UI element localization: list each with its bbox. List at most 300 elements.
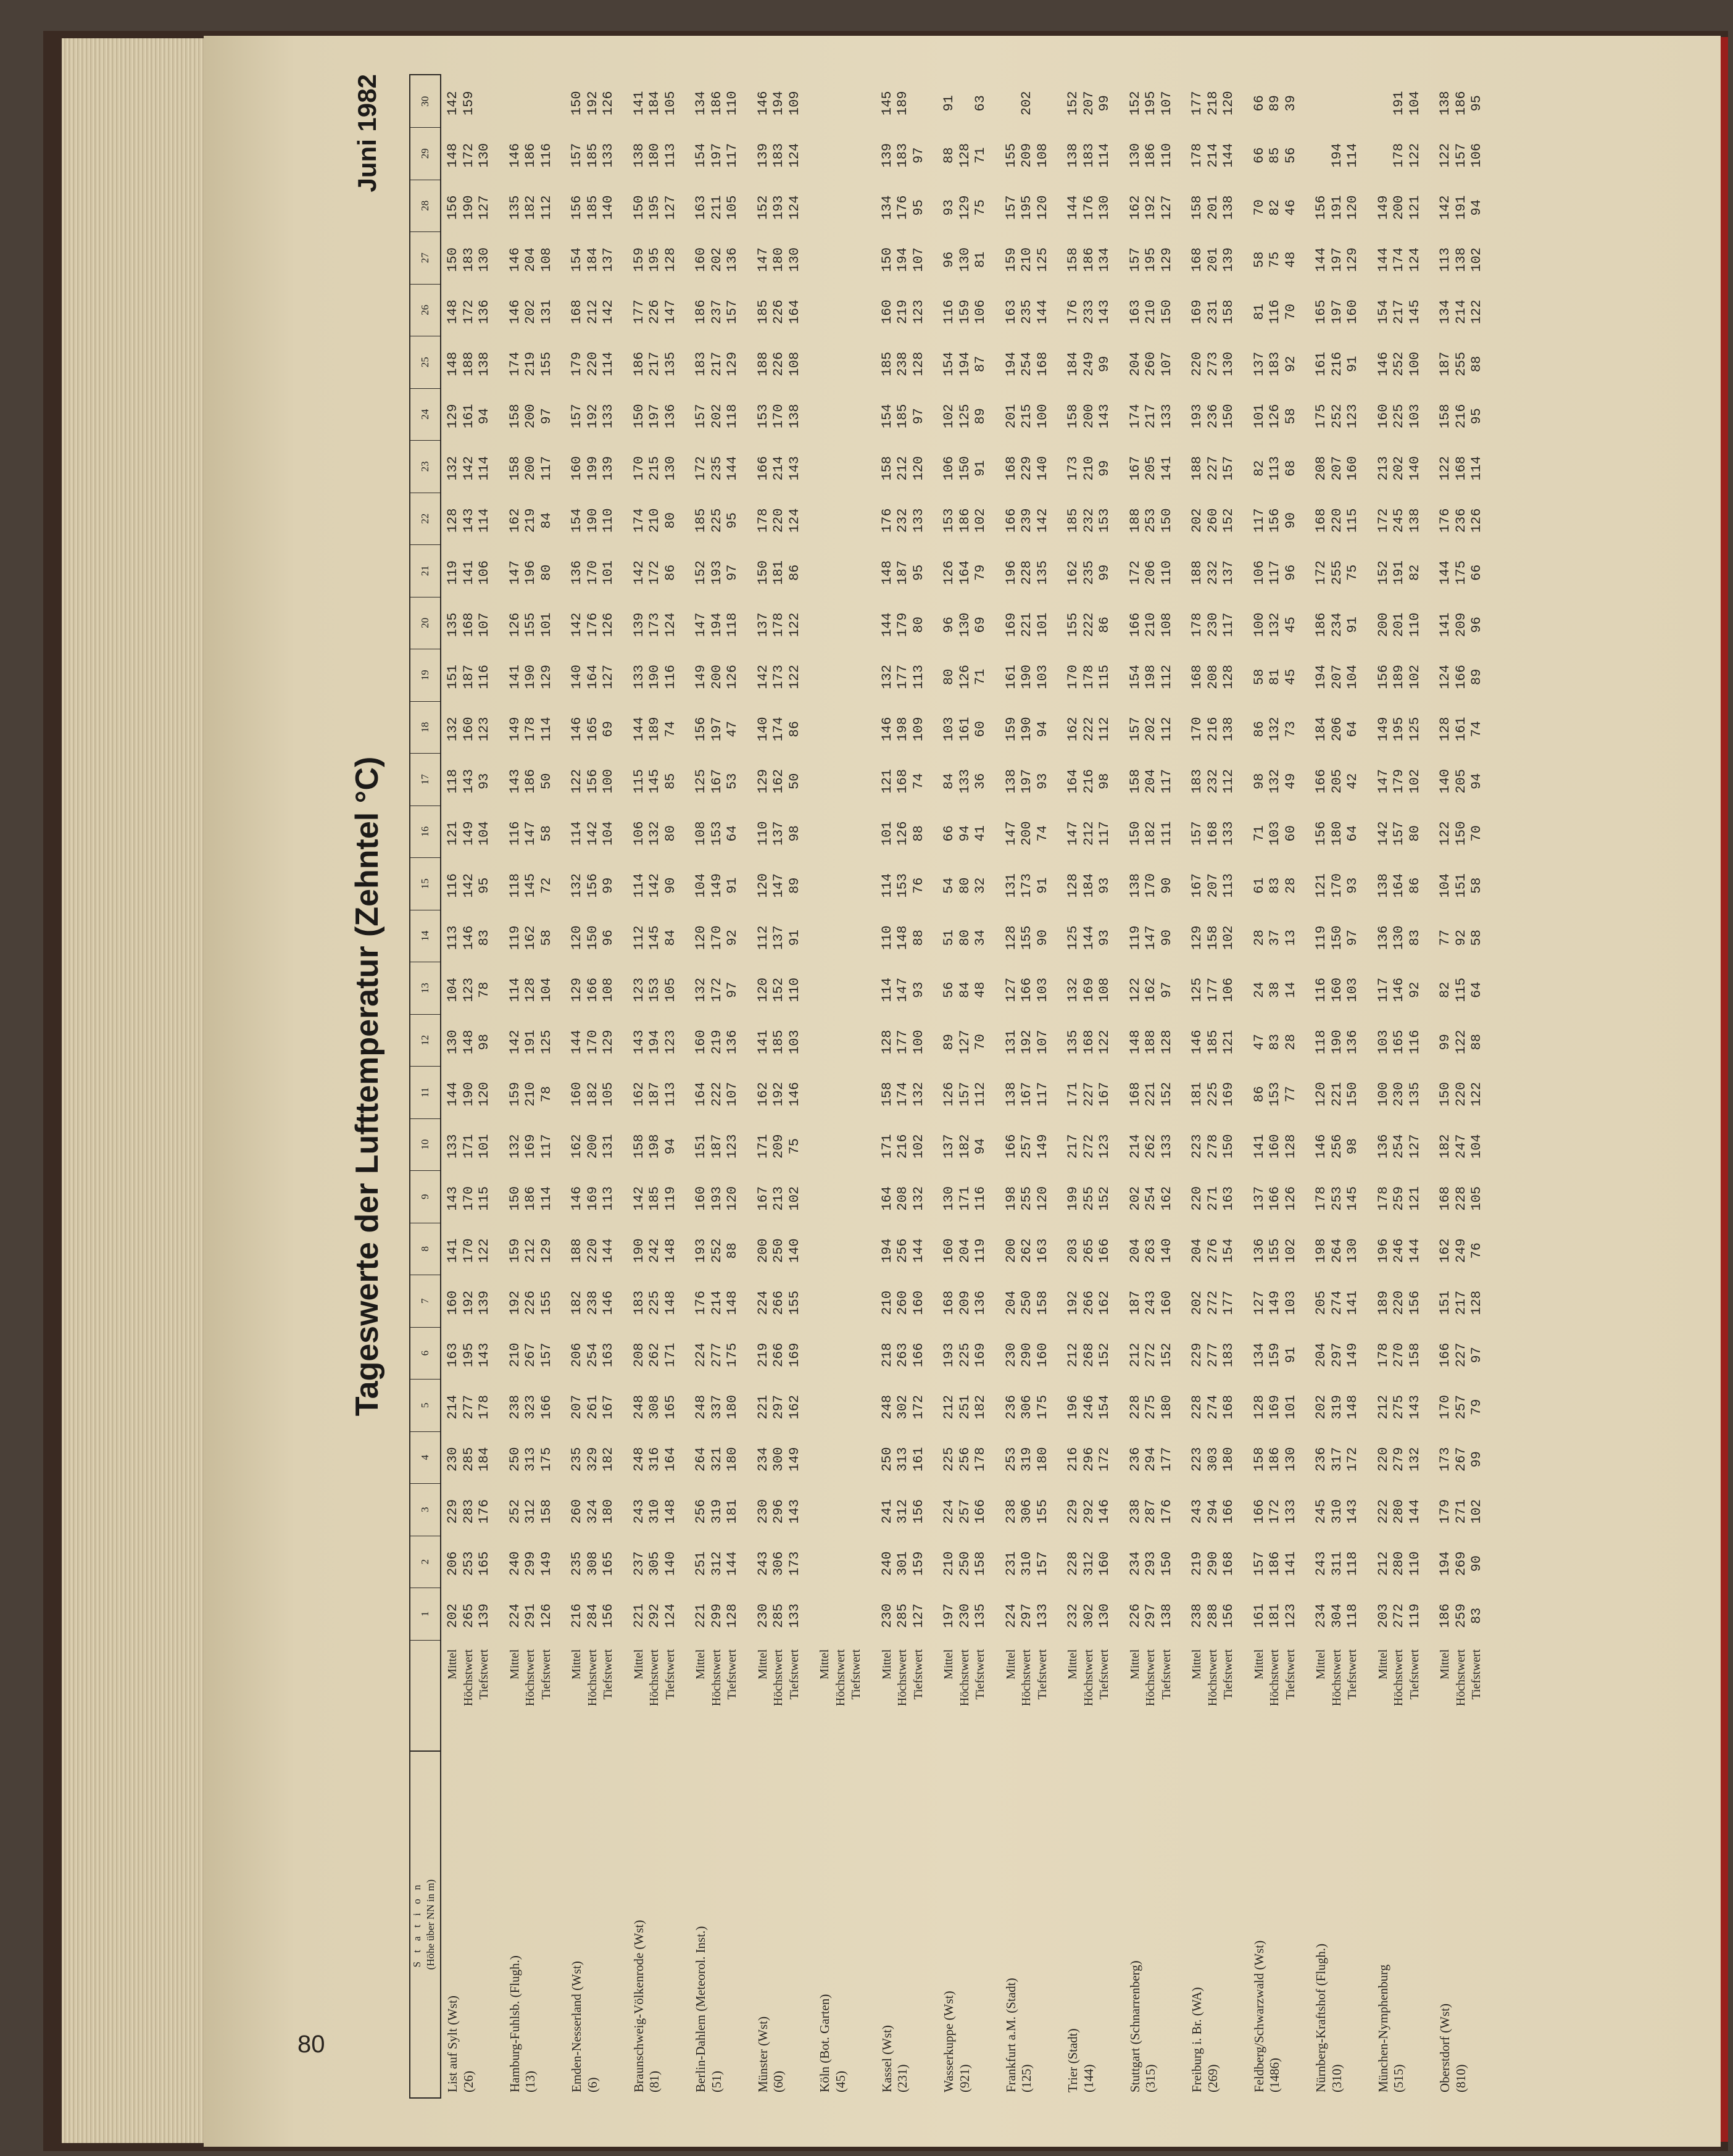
value-cell: 60	[1282, 825, 1299, 842]
value-cell: 141	[460, 560, 476, 585]
value-cell: 129	[538, 1238, 554, 1263]
value-cell: 257	[957, 1499, 973, 1524]
value-cell: 71	[1251, 825, 1267, 842]
value-cell: 38	[1267, 981, 1282, 998]
value-cell: 114	[476, 508, 492, 533]
value-cell: 202	[523, 299, 538, 325]
value-cell: 155	[523, 612, 538, 638]
value-cell: 170	[584, 1030, 601, 1055]
value-cell: 212	[1065, 1342, 1081, 1368]
value-cell: 166	[1313, 768, 1329, 794]
value-cell: 211	[709, 195, 725, 220]
value-cell: 137	[1251, 351, 1267, 377]
value-cell: 196	[1003, 560, 1019, 585]
value-cell: 61	[1251, 877, 1267, 894]
value-cell: 112	[973, 1081, 988, 1107]
value-cell: 187	[460, 664, 476, 689]
value-cell: 122	[1437, 143, 1453, 168]
value-cell: 185	[895, 404, 910, 429]
measure-label: Mittel	[694, 1649, 707, 1679]
value-cell: 221	[1143, 1081, 1158, 1107]
value-cell: 128	[662, 247, 678, 272]
value-cell: 136	[569, 560, 584, 585]
value-cell: 99	[1437, 1034, 1453, 1051]
value-cell: 156	[601, 1603, 616, 1628]
value-cell: 174	[507, 351, 523, 377]
value-cell: 137	[1251, 1186, 1267, 1211]
day-header-9: 9	[410, 1171, 440, 1224]
value-cell: 234	[1127, 1551, 1143, 1576]
value-cell: 218	[1205, 91, 1221, 116]
value-cell: 75	[1267, 251, 1282, 268]
measure-label: Mittel	[1376, 1649, 1390, 1679]
value-cell: 126	[538, 1603, 554, 1628]
value-cell: 200	[755, 1238, 771, 1263]
value-cell: 173	[786, 1551, 802, 1576]
value-cell: 141	[1282, 1551, 1299, 1576]
value-cell: 150	[631, 404, 647, 429]
value-cell: 221	[755, 1394, 771, 1420]
table-row	[476, 74, 492, 2099]
value-cell: 150	[1453, 821, 1469, 846]
value-cell: 207	[569, 1394, 584, 1420]
value-cell: 192	[771, 1081, 786, 1107]
value-cell: 209	[1453, 612, 1469, 638]
value-cell: 252	[507, 1499, 523, 1524]
value-cell: 158	[879, 456, 895, 481]
value-cell: 130	[1282, 1447, 1299, 1472]
value-cell: 284	[584, 1603, 601, 1628]
value-cell: 157	[1034, 1551, 1050, 1576]
value-cell: 183	[1221, 1342, 1236, 1368]
value-cell: 178	[476, 1394, 492, 1420]
day-header-25: 25	[410, 336, 440, 389]
value-cell: 152	[755, 195, 771, 220]
measure-label: Mittel	[942, 1649, 955, 1679]
value-cell: 123	[1345, 404, 1360, 429]
value-cell: 235	[569, 1551, 584, 1576]
value-cell: 102	[973, 508, 988, 533]
day-header-8: 8	[410, 1223, 440, 1276]
value-cell: 174	[895, 1081, 910, 1107]
value-cell: 230	[1391, 1081, 1407, 1107]
value-cell: 140	[755, 717, 771, 742]
value-cell: 170	[771, 404, 786, 429]
value-cell: 202	[709, 247, 725, 272]
value-cell: 132	[693, 977, 709, 1002]
value-cell: 263	[1143, 1238, 1158, 1263]
value-cell: 98	[476, 1034, 492, 1051]
station-elevation: (921)	[957, 2064, 972, 2092]
station-elevation: (231)	[895, 2064, 910, 2092]
value-cell: 184	[647, 91, 662, 116]
value-cell: 103	[1375, 1030, 1391, 1055]
value-cell: 225	[941, 1447, 957, 1472]
value-cell: 157	[1221, 456, 1236, 481]
value-cell: 175	[1034, 1394, 1050, 1420]
value-cell: 260	[1205, 508, 1221, 533]
value-cell: 74	[910, 773, 926, 789]
value-cell: 71	[973, 147, 988, 164]
value-cell: 197	[647, 404, 662, 429]
value-cell: 122	[1453, 1030, 1469, 1055]
value-cell: 185	[584, 143, 601, 168]
value-cell: 149	[709, 873, 725, 898]
value-cell: 45	[1282, 668, 1299, 685]
value-cell: 90	[1158, 930, 1174, 946]
value-cell: 171	[1065, 1081, 1081, 1107]
value-cell: 132	[910, 1081, 926, 1107]
value-cell: 121	[1221, 1030, 1236, 1055]
value-cell: 66	[1251, 147, 1267, 164]
value-cell: 250	[1019, 1290, 1034, 1315]
value-cell: 112	[1221, 768, 1236, 794]
value-cell: 181	[771, 560, 786, 585]
value-cell: 156	[1221, 1603, 1236, 1628]
value-cell: 143	[1345, 1499, 1360, 1524]
value-cell: 269	[1453, 1551, 1469, 1576]
value-cell: 202	[1313, 1394, 1329, 1420]
measure-label: Mittel	[1190, 1649, 1203, 1679]
value-cell: 204	[523, 247, 538, 272]
value-cell: 160	[1329, 977, 1345, 1002]
value-cell: 102	[786, 1186, 802, 1211]
value-cell: 112	[755, 925, 771, 951]
value-cell: 230	[1205, 612, 1221, 638]
value-cell: 148	[460, 1030, 476, 1055]
value-cell: 207	[1205, 873, 1221, 898]
value-cell: 108	[693, 821, 709, 846]
value-cell: 222	[1375, 1499, 1391, 1524]
table-row	[1313, 74, 1329, 2099]
value-cell: 200	[1019, 821, 1034, 846]
value-cell: 257	[1019, 1134, 1034, 1159]
value-cell: 132	[910, 1186, 926, 1211]
value-cell: 113	[445, 925, 460, 951]
value-cell: 99	[601, 877, 616, 894]
station-name: Kassel (Wst)	[879, 2025, 894, 2092]
value-cell: 152	[1221, 508, 1236, 533]
value-cell: 110	[1158, 560, 1174, 585]
value-cell: 160	[569, 456, 584, 481]
value-cell: 158	[507, 404, 523, 429]
value-cell: 168	[1127, 1081, 1143, 1107]
value-cell: 200	[709, 664, 725, 689]
value-cell: 220	[1329, 508, 1345, 533]
value-cell: 259	[1391, 1186, 1407, 1211]
value-cell: 129	[1158, 247, 1174, 272]
value-cell: 182	[1143, 821, 1158, 846]
value-cell: 144	[1437, 560, 1453, 585]
value-cell: 155	[538, 351, 554, 377]
value-cell: 202	[1391, 456, 1407, 481]
value-cell: 58	[1469, 877, 1484, 894]
value-cell: 182	[523, 195, 538, 220]
value-cell: 96	[941, 617, 957, 633]
value-cell: 180	[647, 143, 662, 168]
value-cell: 53	[725, 773, 740, 789]
value-cell: 58	[538, 930, 554, 946]
value-cell: 119	[1313, 925, 1329, 951]
value-cell: 151	[1437, 1290, 1453, 1315]
value-cell: 88	[941, 147, 957, 164]
value-cell: 135	[973, 1603, 988, 1628]
value-cell: 93	[1345, 877, 1360, 894]
measure-label: Höchstwert	[1020, 1649, 1033, 1707]
value-cell: 115	[1345, 508, 1360, 533]
value-cell: 128	[910, 351, 926, 377]
value-cell: 207	[1329, 456, 1345, 481]
value-cell: 265	[1081, 1238, 1097, 1263]
value-cell: 192	[1019, 1030, 1034, 1055]
value-cell: 104	[1407, 91, 1423, 116]
value-cell: 186	[709, 91, 725, 116]
measure-label: Tiefstwert	[849, 1649, 863, 1700]
value-cell: 169	[1081, 977, 1097, 1002]
value-cell: 151	[445, 664, 460, 689]
value-cell: 224	[1003, 1603, 1019, 1628]
value-cell: 133	[957, 768, 973, 794]
table-row	[817, 74, 833, 2099]
value-cell: 274	[1205, 1394, 1221, 1420]
value-cell: 154	[941, 351, 957, 377]
bookmark-strip	[1721, 37, 1728, 2142]
value-cell: 102	[1282, 1238, 1299, 1263]
value-cell: 184	[1065, 351, 1081, 377]
day-header-21: 21	[410, 545, 440, 598]
value-cell: 172	[693, 456, 709, 481]
value-cell: 127	[910, 1603, 926, 1628]
value-cell: 183	[895, 143, 910, 168]
value-cell: 170	[1189, 717, 1205, 742]
value-cell: 128	[523, 977, 538, 1002]
value-cell: 116	[476, 664, 492, 689]
value-cell: 152	[1375, 560, 1391, 585]
value-cell: 91	[973, 460, 988, 477]
value-cell: 128	[1469, 1290, 1484, 1315]
value-cell: 159	[460, 91, 476, 116]
value-cell: 132	[879, 664, 895, 689]
day-header-16: 16	[410, 805, 440, 859]
value-cell: 132	[445, 717, 460, 742]
value-cell: 192	[507, 1290, 523, 1315]
measure-label: Höchstwert	[771, 1649, 785, 1707]
value-cell: 229	[445, 1499, 460, 1524]
value-cell: 103	[1034, 977, 1050, 1002]
value-cell: 277	[1205, 1342, 1221, 1368]
value-cell: 235	[569, 1447, 584, 1472]
value-cell: 106	[631, 821, 647, 846]
value-cell: 175	[1453, 560, 1469, 585]
value-cell: 299	[523, 1551, 538, 1576]
table-row	[1081, 74, 1097, 2099]
value-cell: 143	[786, 1499, 802, 1524]
value-cell: 89	[1267, 95, 1282, 112]
value-cell: 158	[1189, 195, 1205, 220]
value-cell: 104	[1345, 664, 1360, 689]
value-cell: 238	[895, 351, 910, 377]
table-row	[1035, 74, 1050, 2099]
value-cell: 103	[1282, 1290, 1299, 1315]
value-cell: 152	[1097, 1342, 1112, 1368]
value-cell: 204	[1127, 1238, 1143, 1263]
value-cell: 238	[584, 1290, 601, 1315]
value-cell: 210	[1143, 299, 1158, 325]
value-cell: 92	[725, 930, 740, 946]
value-cell: 123	[460, 977, 476, 1002]
value-cell: 13	[1282, 930, 1299, 946]
value-cell: 150	[507, 1186, 523, 1211]
station-name: Nürnberg-Kraftshof (Flugh.)	[1313, 1943, 1328, 2092]
value-cell: 150	[879, 247, 895, 272]
value-cell: 156	[569, 195, 584, 220]
value-cell: 193	[693, 1238, 709, 1263]
value-cell: 135	[1407, 1081, 1423, 1107]
table-row	[895, 74, 910, 2099]
value-cell: 82	[1267, 199, 1282, 216]
value-cell: 82	[1437, 981, 1453, 998]
value-cell: 189	[1391, 664, 1407, 689]
value-cell: 162	[523, 925, 538, 951]
value-cell: 136	[725, 247, 740, 272]
value-cell: 266	[1081, 1290, 1097, 1315]
value-cell: 172	[460, 299, 476, 325]
value-cell: 96	[941, 251, 957, 268]
station-elevation: (269)	[1205, 2064, 1220, 2092]
table-row	[1205, 74, 1221, 2099]
value-cell: 160	[693, 1030, 709, 1055]
value-cell: 130	[1221, 351, 1236, 377]
value-cell: 202	[445, 1603, 460, 1628]
value-cell: 220	[1189, 351, 1205, 377]
value-cell: 195	[1143, 247, 1158, 272]
value-cell: 253	[1329, 1186, 1345, 1211]
value-cell: 187	[895, 560, 910, 585]
value-cell: 204	[1189, 1238, 1205, 1263]
value-cell: 136	[1345, 1030, 1360, 1055]
value-cell: 86	[786, 721, 802, 738]
value-cell: 141	[1437, 612, 1453, 638]
value-cell: 129	[538, 664, 554, 689]
value-cell: 107	[1158, 351, 1174, 377]
value-cell: 230	[755, 1499, 771, 1524]
value-cell: 193	[771, 195, 786, 220]
value-cell: 121	[1313, 873, 1329, 898]
value-cell: 168	[569, 299, 584, 325]
value-cell: 113	[910, 664, 926, 689]
value-cell: 271	[1205, 1186, 1221, 1211]
value-cell: 127	[662, 195, 678, 220]
value-cell: 100	[1251, 612, 1267, 638]
value-cell: 129	[601, 1030, 616, 1055]
value-cell: 251	[693, 1551, 709, 1576]
value-cell: 227	[1081, 1081, 1097, 1107]
value-cell: 132	[1267, 717, 1282, 742]
value-cell: 157	[1127, 247, 1143, 272]
table-row	[973, 74, 988, 2099]
value-cell: 297	[1019, 1603, 1034, 1628]
value-cell: 125	[1407, 717, 1423, 742]
value-cell: 209	[771, 1134, 786, 1159]
value-cell: 191	[1391, 91, 1407, 116]
value-cell: 54	[941, 877, 957, 894]
value-cell: 166	[973, 1499, 988, 1524]
day-header-7: 7	[410, 1275, 440, 1328]
measure-label: Tiefstwert	[1283, 1649, 1297, 1700]
value-cell: 174	[771, 717, 786, 742]
value-cell: 176	[895, 195, 910, 220]
value-cell: 166	[1221, 1499, 1236, 1524]
value-cell: 70	[1251, 199, 1267, 216]
value-cell: 143	[1407, 1394, 1423, 1420]
measure-label: Mittel	[1128, 1649, 1142, 1679]
value-cell: 274	[1329, 1290, 1345, 1315]
value-cell: 221	[631, 1603, 647, 1628]
value-cell: 210	[1019, 247, 1034, 272]
measure-label: Tiefstwert	[477, 1649, 491, 1700]
value-cell: 49	[1282, 773, 1299, 789]
measure-label: Mittel	[879, 1649, 894, 1679]
value-cell: 103	[1345, 977, 1360, 1002]
value-cell: 182	[957, 1134, 973, 1159]
value-cell: 139	[1221, 247, 1236, 272]
value-cell: 102	[1469, 1499, 1484, 1524]
value-cell: 84	[538, 512, 554, 529]
value-cell: 236	[1453, 508, 1469, 533]
value-cell: 119	[507, 925, 523, 951]
value-cell: 83	[1267, 1034, 1282, 1051]
value-cell: 214	[445, 1394, 460, 1420]
value-cell: 185	[1065, 508, 1081, 533]
value-cell: 144	[1313, 247, 1329, 272]
value-cell: 172	[1345, 1447, 1360, 1472]
value-cell: 248	[693, 1394, 709, 1420]
value-cell: 175	[538, 1447, 554, 1472]
value-cell: 203	[1375, 1603, 1391, 1628]
value-cell: 121	[879, 768, 895, 794]
value-cell: 188	[1143, 1030, 1158, 1055]
value-cell: 183	[1267, 351, 1282, 377]
station-name: Berlin-Dahlem (Meteorol. Inst.)	[693, 1926, 708, 2092]
value-cell: 216	[1065, 1447, 1081, 1472]
value-cell: 97	[538, 408, 554, 425]
value-cell: 297	[771, 1394, 786, 1420]
value-cell: 72	[538, 877, 554, 894]
value-cell: 120	[476, 1081, 492, 1107]
value-cell: 231	[1205, 299, 1221, 325]
measure-label: Höchstwert	[709, 1649, 723, 1707]
day-header-14: 14	[410, 910, 440, 963]
value-cell: 144	[910, 1238, 926, 1263]
value-cell: 113	[662, 1081, 678, 1107]
value-cell: 117	[1375, 977, 1391, 1002]
value-cell: 285	[460, 1447, 476, 1472]
value-cell: 248	[879, 1394, 895, 1420]
value-cell: 66	[941, 825, 957, 842]
value-cell: 130	[1391, 925, 1407, 951]
value-cell: 168	[1205, 821, 1221, 846]
value-cell: 90	[1282, 512, 1299, 529]
value-cell: 206	[445, 1551, 460, 1576]
station-name: Oberstdorf (Wst)	[1437, 2003, 1452, 2092]
value-cell: 140	[786, 1238, 802, 1263]
table-row	[771, 74, 786, 2099]
value-cell: 142	[1437, 195, 1453, 220]
value-cell: 106	[973, 299, 988, 325]
value-cell: 148	[662, 1290, 678, 1315]
table-row	[911, 74, 926, 2099]
value-cell: 273	[1205, 351, 1221, 377]
